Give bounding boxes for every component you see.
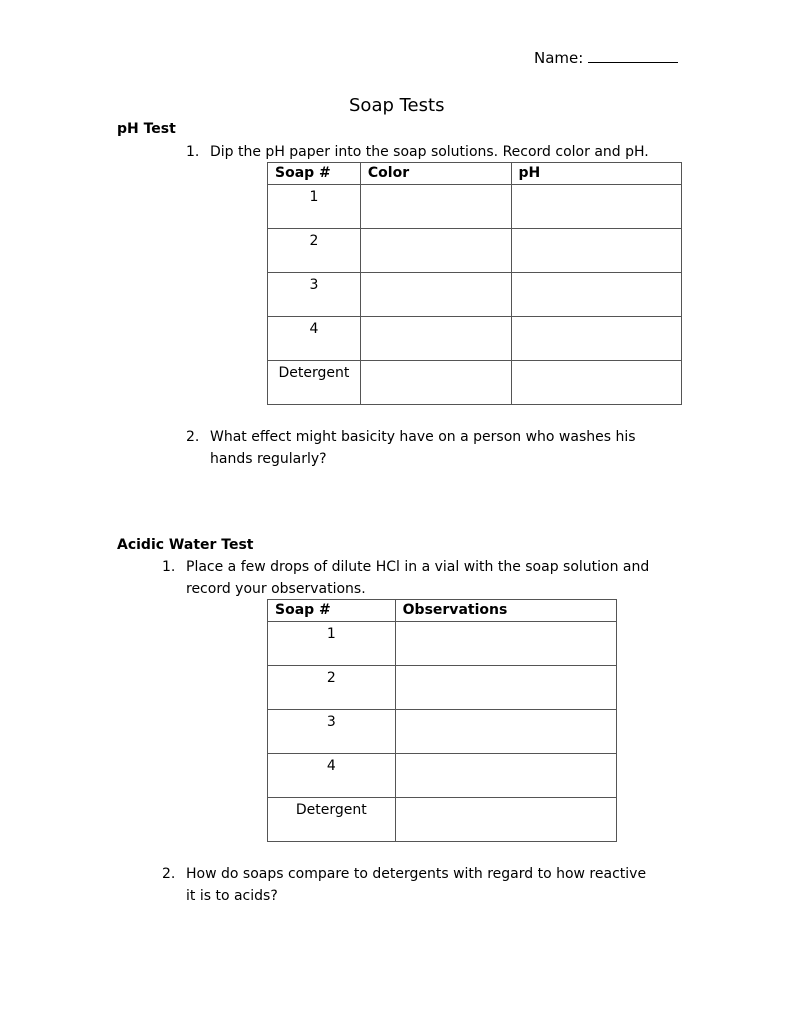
acidic-row-label: 4	[268, 754, 396, 798]
ph-color-cell[interactable]	[360, 317, 511, 361]
ph-table-header-row	[268, 163, 682, 185]
ph-color-cell[interactable]	[360, 273, 511, 317]
ph-color-cell[interactable]	[360, 185, 511, 229]
ph-q1-text: Dip the pH paper into the soap solutions. Record color and pH.	[210, 144, 649, 160]
ph-row-label: 4	[268, 317, 361, 361]
ph-color-cell[interactable]	[360, 361, 511, 405]
acidic-q1-line-1: Place a few drops of dilute HCl in a vial with the soap solution and	[186, 559, 650, 575]
ph-row-label: 2	[268, 229, 361, 273]
acidic-observation-cell[interactable]	[395, 798, 616, 842]
ph-row-label: 3	[268, 273, 361, 317]
table-row	[268, 185, 682, 229]
document-title: Soap Tests	[349, 95, 445, 116]
table-row	[268, 754, 617, 798]
acidic-test-heading: Acidic Water Test	[117, 537, 254, 553]
ph-q2-number: 2.	[186, 429, 200, 445]
acidic-observation-cell[interactable]	[395, 622, 616, 666]
ph-value-cell[interactable]	[511, 317, 681, 361]
ph-value-cell[interactable]	[511, 185, 681, 229]
ph-row-label: 1	[268, 185, 361, 229]
ph-header-soap: Soap #	[268, 163, 361, 185]
table-row	[268, 798, 617, 842]
table-row	[268, 317, 682, 361]
acidic-q1-line-2: record your observations.	[186, 581, 366, 597]
acidic-table-header-row	[268, 600, 617, 622]
acidic-row-label: 2	[268, 666, 396, 710]
ph-question-1	[186, 141, 666, 163]
acidic-observation-cell[interactable]	[395, 754, 616, 798]
name-blank-line[interactable]	[588, 48, 678, 63]
acidic-q1-number: 1.	[162, 559, 176, 575]
table-row	[268, 361, 682, 405]
ph-results-table	[267, 162, 682, 405]
acidic-question-1	[162, 556, 672, 600]
ph-question-2	[186, 426, 666, 470]
acidic-q2-number: 2.	[162, 866, 176, 882]
ph-q1-number: 1.	[186, 144, 200, 160]
acidic-header-soap: Soap #	[268, 600, 396, 622]
acidic-question-2	[162, 863, 672, 907]
acidic-header-observations: Observations	[395, 600, 616, 622]
acidic-q2-line-1: How do soaps compare to detergents with regard to how reactive	[186, 866, 647, 882]
ph-q2-line-2: hands regularly?	[210, 451, 327, 467]
acidic-observation-cell[interactable]	[395, 666, 616, 710]
table-row	[268, 710, 617, 754]
ph-value-cell[interactable]	[511, 273, 681, 317]
acidic-results-table	[267, 599, 617, 842]
ph-header-ph: pH	[511, 163, 681, 185]
ph-q2-line-1: What effect might basicity have on a person who washes his	[210, 429, 636, 445]
ph-row-label: Detergent	[268, 361, 361, 405]
acidic-row-label: 3	[268, 710, 396, 754]
acidic-row-label: 1	[268, 622, 396, 666]
acidic-q2-line-2: it is to acids?	[186, 888, 278, 904]
ph-value-cell[interactable]	[511, 229, 681, 273]
ph-header-color: Color	[360, 163, 511, 185]
table-row	[268, 622, 617, 666]
table-row	[268, 666, 617, 710]
acidic-row-label: Detergent	[268, 798, 396, 842]
table-row	[268, 229, 682, 273]
acidic-observation-cell[interactable]	[395, 710, 616, 754]
name-field[interactable]	[534, 48, 678, 67]
ph-value-cell[interactable]	[511, 361, 681, 405]
ph-test-heading: pH Test	[117, 121, 176, 137]
ph-color-cell[interactable]	[360, 229, 511, 273]
table-row	[268, 273, 682, 317]
name-label: Name:	[534, 49, 584, 67]
